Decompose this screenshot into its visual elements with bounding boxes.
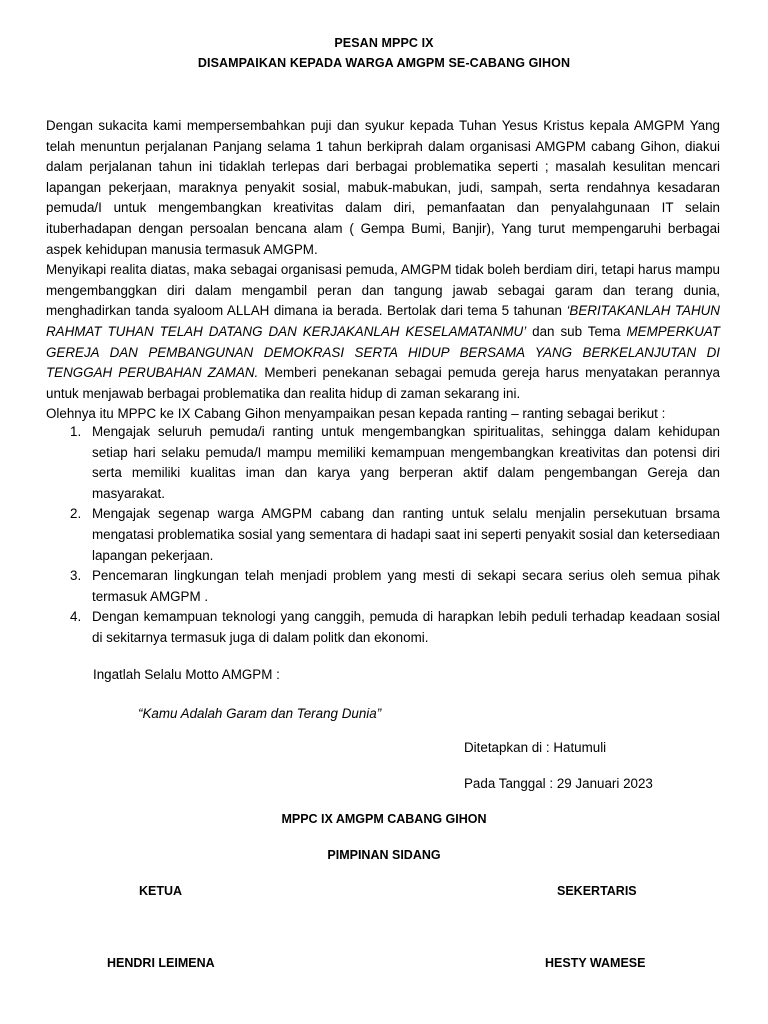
sub-theme: MEMPERKUAT GEREJA DAN PEMBANGUNAN DEMOKRASI SERTA HIDUP BERSAMA YANG BERKELANJUTAN DI TENGGAH PERUBAHAN ZAMAN. — [46, 323, 720, 381]
intro-paragraph-3: Olehnya itu MPPC ke IX Cabang Gihon menyampaikan pesan kepada ranting – ranting sebagai berikut : — [46, 406, 666, 422]
list-item-text: Dengan kemampuan teknologi yang canggih, pemuda di harapkan lebih peduli terhadap keadaan sosial di sekitarnya termasuk juga di dalam politk dan ekonomi. — [92, 609, 720, 645]
document-title: PESAN MPPC IX — [334, 36, 434, 50]
list-item — [70, 504, 720, 566]
intro-section — [46, 116, 720, 425]
list-item — [70, 566, 720, 607]
chair-title: KETUA — [139, 884, 183, 898]
list-item-number: 1. — [70, 424, 82, 439]
secretary-name: HESTY WAMESE — [545, 956, 646, 970]
motto-quote: “Kamu Adalah Garam dan Terang Dunia” — [138, 706, 382, 721]
intro-paragraph-2-end: Memberi penekanan sebagai pemuda gereja harus menyatakan perannya untuk menjawab berbagai problematika dan realita hidup di zaman sekarang ini. — [46, 365, 720, 401]
intro-paragraph-2-mid: dan sub Tema — [526, 323, 627, 339]
list-item-number: 3. — [70, 568, 82, 584]
list-item — [70, 607, 720, 648]
message-list — [70, 422, 720, 649]
intro-paragraph-2 — [46, 260, 720, 404]
date-of-issue: Pada Tanggal : 29 Januari 2023 — [464, 776, 653, 791]
motto-intro: Ingatlah Selalu Motto AMGPM : — [93, 667, 280, 682]
chair-name: HENDRI LEIMENA — [107, 956, 215, 970]
council-name: PIMPINAN SIDANG — [327, 848, 441, 862]
organization-name: MPPC IX AMGPM CABANG GIHON — [281, 812, 487, 826]
list-item-number: 2. — [70, 506, 82, 522]
list-item-text: Mengajak segenap warga AMGPM cabang dan ranting untuk selalu menjalin persekutuan brsama mengatasi problematika sosial yang sementara di hadapi saat ini seperti penyakit sosial dan ketersediaan lapangan pekerjaan. — [92, 506, 720, 563]
list-item-text: Pencemaran lingkungan telah menjadi problem yang mesti di sekapi secara serius oleh semua pihak termasuk AMGPM . — [92, 568, 720, 604]
document-subtitle: DISAMPAIKAN KEPADA WARGA AMGPM SE-CABANG GIHON — [197, 56, 571, 70]
secretary-title: SEKERTARIS — [557, 884, 637, 898]
list-item — [70, 422, 720, 504]
five-year-theme: ‘BERITAKANLAH TAHUN RAHMAT TUHAN TELAH DATANG DAN KERJAKANLAH KESELAMATANMU’ — [46, 303, 720, 339]
list-item-text: Mengajak seluruh pemuda/i ranting untuk mengembangkan spiritualitas, sehingga dalam kehidupan setiap hari selaku pemuda/I mampu memiliki kemampuan mengembangkan kreativitas dan potensi diri serta memiliki kualitas iman dan karya yang berperan aktif dalam pengembangan Gereja dan masyarakat. — [92, 424, 720, 501]
place-of-issue: Ditetapkan di : Hatumuli — [464, 740, 607, 755]
intro-paragraph-1: Dengan sukacita kami mempersembahkan puji dan syukur kepada Tuhan Yesus Kristus kepala AMGPM Yang telah menuntun perjalanan Panjang selama 1 tahun berkiprah dalam organisasi AMGPM cabang Gihon, diakui dalam perjalanan tahun ini tidaklah terlepas dari berbagai problematika seperti ; masalah kesulitan mencari lapangan pekerjaan, maraknya penyakit sosial, mabuk-mabukan, judi, sampah, serta rendahnya kesadaran pemuda/I untuk mengembangkan kreativitas dalam diri, pemanfaatan dan penyalahgunaan IT selain ituberhadapan dengan persoalan bencana alam ( Gempa Bumi, Banjir), Yang turut mempengaruhi berbagai aspek kehidupan manusia termasuk AMGPM. — [46, 118, 720, 257]
intro-paragraph-2-lead: Menyikapi realita diatas, maka sebagai organisasi pemuda, AMGPM tidak boleh berdiam diri, tetapi harus mampu mengembanggkan diri dalam mengambil peran dan tangung jawab sebagai garam dan terang dunia, menghadirkan tanda syaloom ALLAH dimana ia berada. Bertolak dari tema 5 tahunan — [46, 262, 720, 319]
list-item-number: 4. — [70, 609, 82, 625]
